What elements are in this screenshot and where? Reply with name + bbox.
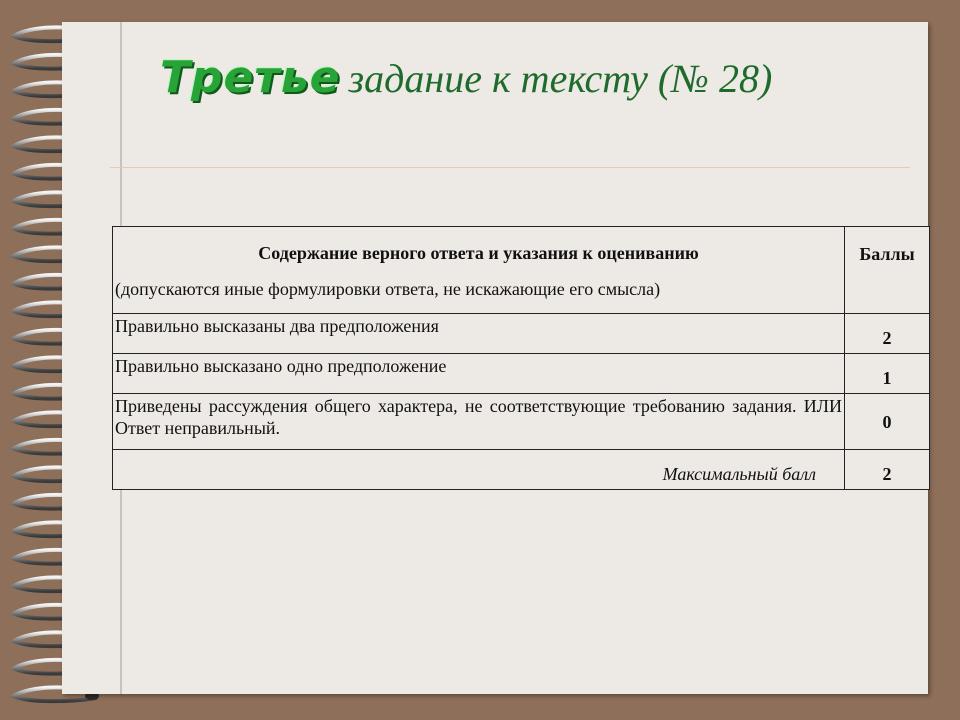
table-row [113,354,930,394]
title-rest: задание к тексту (№ 28) [348,56,773,101]
title-highlight: Третье [160,52,341,103]
content-header-cell [113,227,845,314]
content-header-note: (допускаются иные формулировки ответа, не искажающие его смысла) [115,279,661,299]
title-divider [110,167,910,168]
table-row [113,314,930,354]
score-header-cell: Баллы [845,227,930,314]
criterion-score: 1 [845,354,930,394]
table-row [113,394,930,450]
content-header-title: Содержание верного ответа и указания к оцениванию [258,243,699,263]
criterion-score: 0 [845,394,930,450]
table-header-row [113,227,930,314]
max-score-value: 2 [845,450,930,490]
criterion-text: Приведены рассуждения общего характера, не соответствующие требованию задания. ИЛИ Ответ неправильный. [113,394,845,450]
table-footer-row [113,450,930,490]
max-score-label: Максимальный балл [113,450,845,490]
criterion-score: 2 [845,314,930,354]
page-title [160,52,920,122]
criterion-text: Правильно высказано одно предположение [113,354,845,394]
criterion-text: Правильно высказаны два предположения [113,314,845,354]
criteria-table [112,226,930,490]
